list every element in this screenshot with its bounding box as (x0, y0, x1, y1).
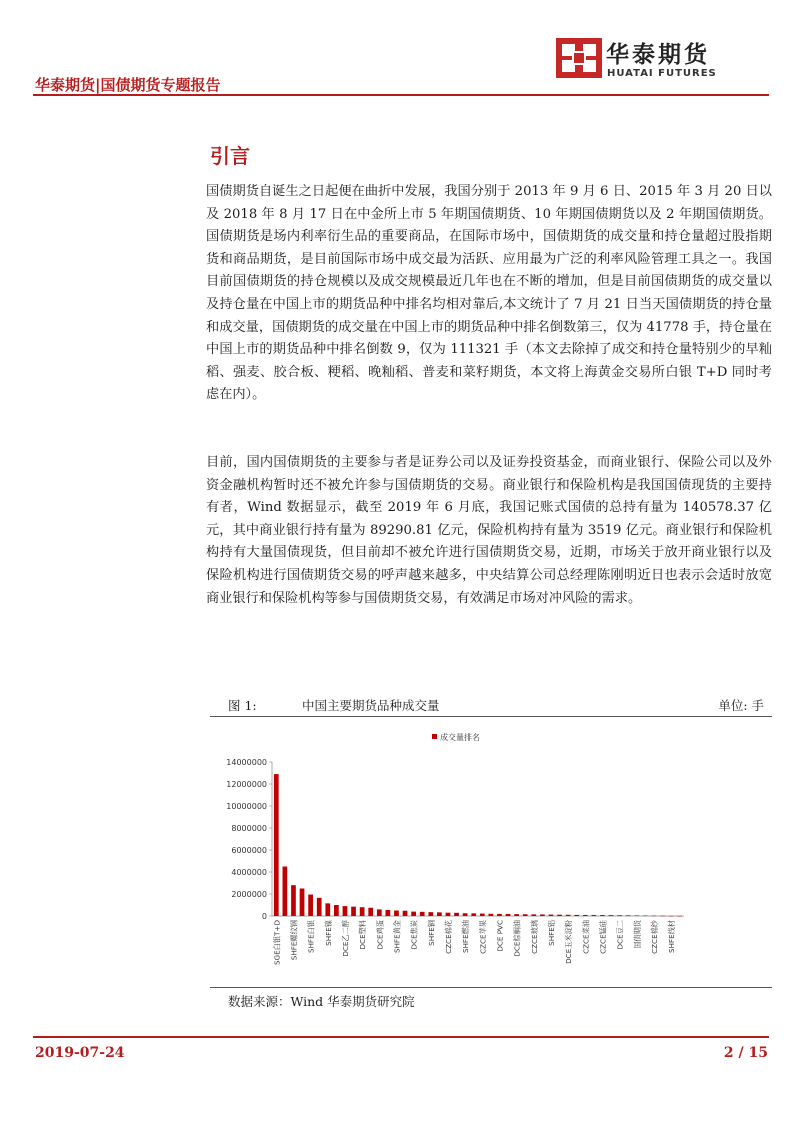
bar (497, 914, 502, 916)
legend-swatch (432, 734, 437, 739)
bar (566, 915, 571, 916)
body-paragraph-1: 国债期货自诞生之日起便在曲折中发展，我国分别于 2013 年 9 月 6 日、2015 年 3 月 20 日以及 2018 年 8 月 17 日在中金所上市 5 年期国债期货、10 年期国债期货以及 2 年期国债期货。国债期货是场内利率衍生品的重要商品，在国际市场中，国债期货的成交量和持仓量超过股指期货和商品期货，是目前国际市场中成交最为活跃、应用最为广泛的利率风险管理工具之一。我国目前国债期货的持仓规模以及成交规模最近几年也在不断的增加，但是目前国债期货的成交量以及持仓量在中国上市的期货品种中排名均相对靠后,本文统计了 7 月 21 日当天国债期货的持仓量和成交量，国债期货的成交量在中国上市的期货品种中排名倒数第三，仅为 41778 手，持仓量在中国上市的期货品种中排名倒数 9，仅为 111321 手（本文去除掉了成交和持仓量特别少的早籼稻、强麦、胶合板、粳稻、晚籼稻、普麦和菜籽期货，本文将上海黄金交易所白银 T+D 同时考虑在内）。 (206, 184, 772, 403)
bar (386, 910, 391, 916)
bar (574, 915, 579, 916)
x-tick-label: SHFE铜 (426, 920, 436, 946)
header-divider (33, 94, 769, 96)
bar (677, 916, 682, 917)
bar (317, 898, 322, 916)
body-paragraph-2: 目前，国内国债期货的主要参与者是证券公司以及证券投资基金，而商业银行、保险公司以及外资金融机构暂时还不被允许参与国债期货的交易。商业银行和保险机构是我国国债现货的主要持有者，Wind 数据显示，截至 2019 年 6 月底，我国记账式国债的总持有量为 140578.37 亿元，其中商业银行持有量为 89290.81 亿元，保险机构持有量为 3519 亿元。商业银行和保险机构持有大量国债现货，但目前却不被允许进行国债期货交易，近期，市场关于放开商业银行以及保险机构进行国债期货交易的呼声越来越多，中央结算公司总经理陈刚明近日也表示会适时放宽商业银行和保险机构等参与国债期货交易，有效满足市场对冲风险的需求。 (206, 455, 772, 606)
x-tick-label: SHFE螺纹钢 (289, 920, 299, 961)
x-tick-label: DCE乙二醇 (340, 920, 350, 957)
figure-bottom-rule (210, 987, 772, 988)
footer-page-number: 2 / 15 (723, 1045, 768, 1061)
bar (334, 905, 339, 916)
bar (446, 913, 451, 916)
x-tick-label: DCE PVC (495, 920, 505, 952)
x-tick-label: DCE棕榈油 (512, 920, 522, 957)
report-header-title: 华泰期货|国债期货专题报告 (35, 76, 221, 94)
bar (463, 913, 468, 916)
logo-chinese-text: 华泰期货 (606, 42, 710, 68)
x-tick-label: SHFE黄金 (392, 920, 402, 954)
bar (660, 916, 665, 917)
section-title: 引言 (210, 144, 250, 168)
figure-title: 中国主要期货品种成交量 (302, 698, 440, 713)
bar (506, 914, 511, 916)
x-tick-label: DCE焦炭 (409, 920, 419, 950)
bar (454, 913, 459, 916)
y-tick-label: 14000000 (226, 758, 267, 767)
bar (471, 913, 476, 916)
figure-unit: 单位: 手 (718, 698, 764, 713)
x-tick-label: SHFE镍 (323, 920, 333, 946)
y-tick-label: 0 (261, 912, 267, 921)
bar (626, 915, 631, 916)
bar (283, 867, 288, 917)
logo-english-text: HUATAI FUTURES (607, 68, 717, 79)
x-tick-label: 国债期货 (632, 920, 642, 949)
figure-source: 数据来源：Wind 华泰期货研究院 (228, 994, 415, 1009)
y-tick-label: 12000000 (226, 780, 267, 789)
legend-label: 成交量排名 (440, 733, 480, 742)
bar (669, 916, 674, 917)
bar (420, 912, 425, 916)
bar (325, 903, 330, 916)
bar (428, 912, 433, 916)
y-tick-label: 4000000 (231, 868, 267, 877)
bar (274, 774, 279, 916)
x-tick-label: SHFE燃油 (461, 920, 471, 954)
bar (489, 914, 494, 916)
bar (523, 914, 528, 916)
footer-date: 2019-07-24 (35, 1045, 125, 1061)
bar (652, 916, 657, 917)
bar (617, 915, 622, 916)
x-tick-label: SGE白银T+D (272, 920, 282, 965)
bar (343, 906, 348, 916)
footer-divider (33, 1036, 769, 1038)
bar (291, 885, 296, 916)
bar (540, 914, 545, 916)
volume-bar-chart (210, 720, 772, 986)
bar (609, 915, 614, 916)
figure-top-rule (210, 716, 772, 717)
x-tick-label: CZCE锰硅 (598, 920, 608, 954)
bar (549, 915, 554, 916)
y-tick-label: 10000000 (226, 802, 267, 811)
bar (300, 889, 305, 917)
bar (557, 915, 562, 916)
bar (403, 911, 408, 916)
x-tick-label: CZCE棉纱 (649, 920, 659, 954)
bar (531, 914, 536, 916)
x-tick-label: DCE鸡蛋 (375, 920, 385, 950)
bar (351, 907, 356, 916)
bar (634, 915, 639, 916)
x-tick-label: CZCE棉花 (443, 920, 453, 954)
bar (377, 909, 382, 916)
bar (514, 914, 519, 916)
bar (308, 895, 313, 916)
y-tick-label: 2000000 (231, 890, 267, 899)
chart-canvas (210, 720, 772, 986)
bar (592, 915, 597, 916)
bar (368, 908, 373, 916)
x-tick-label: CZCE苹果 (478, 920, 488, 954)
x-tick-label: CZCE玻璃 (529, 920, 539, 954)
x-tick-label: DCE塑料 (358, 920, 368, 950)
y-tick-label: 8000000 (231, 824, 267, 833)
x-tick-label: SHFE线材 (667, 920, 677, 954)
y-tick-label: 6000000 (231, 846, 267, 855)
bar (360, 907, 365, 916)
bar (600, 915, 605, 916)
bar (437, 912, 442, 916)
x-tick-label: SHFE铝 (546, 920, 556, 946)
bar (643, 916, 648, 917)
x-tick-label: CZCE菜油 (581, 920, 591, 954)
bar (394, 911, 399, 917)
bar (480, 914, 485, 916)
bar (411, 912, 416, 916)
bar (583, 915, 588, 916)
figure-header (210, 692, 772, 716)
huatai-logo-icon (556, 36, 602, 80)
x-tick-label: SHFE白银 (306, 920, 316, 954)
company-logo (556, 32, 786, 88)
x-tick-label: DCE玉米淀粉 (564, 920, 574, 964)
x-tick-label: DCE豆二 (615, 920, 625, 950)
figure-label: 图 1: (228, 698, 257, 713)
